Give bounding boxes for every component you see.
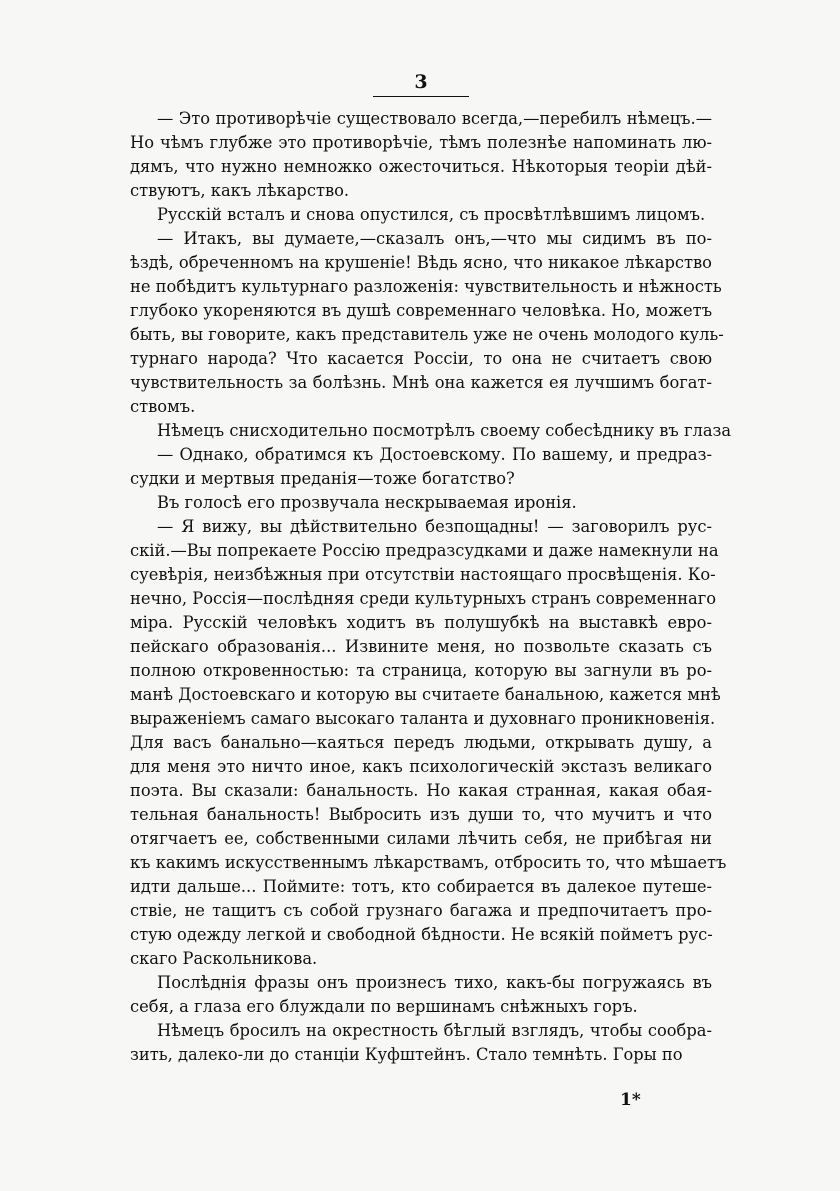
text-line: турнаго народа? Что касается Россіи, то она не считаетъ свою — [130, 349, 712, 368]
text-line: скаго Раскольникова. — [130, 949, 318, 968]
paragraph — [130, 107, 712, 203]
text-line: къ какимъ искусственнымъ лѣкарствамъ, отбросить то, что мѣшаетъ — [130, 853, 727, 872]
paragraph — [130, 227, 724, 419]
text-line: Для васъ банально—каяться передъ людьми, открывать душу, а — [130, 733, 712, 752]
text-line: судки и мертвыя преданія—тоже богатство? — [130, 469, 515, 488]
text-line: Нѣмецъ бросилъ на окрестность бѣглый взглядъ, чтобы сообра- — [157, 1021, 712, 1040]
text-line: выраженіемъ самаго высокаго таланта и духовнаго проникновенія. — [130, 709, 716, 728]
text-line: быть, вы говорите, какъ представитель уже не очень молодого куль- — [130, 325, 724, 344]
paragraph — [130, 491, 712, 515]
text-line: зить, далеко-ли до станціи Куфштейнъ. Стало темнѣть. Горы по — [130, 1045, 683, 1064]
paragraph — [130, 203, 712, 227]
page-number: 3 — [414, 71, 428, 93]
header-rule — [373, 96, 469, 97]
text-line: ствомъ. — [130, 397, 196, 416]
paragraph — [130, 515, 727, 971]
text-line: — Однако, обратимся къ Достоевскому. По вашему, и предраз- — [157, 445, 712, 464]
text-line: суевѣрія, неизбѣжныя при отсутствіи настоящаго просвѣщенія. Ко- — [130, 565, 716, 584]
text-line: идти дальше... Поймите: тотъ, кто собирается въ далекое путеше- — [130, 877, 712, 896]
text-line: полною откровенностью: та страница, которую вы загнули въ ро- — [130, 661, 712, 680]
text-line: Нѣмецъ снисходительно посмотрѣлъ своему собесѣднику въ глаза — [157, 421, 732, 440]
text-line: дямъ, что нужно немножко ожесточиться. Нѣкоторыя теоріи дѣй- — [130, 157, 712, 176]
text-line: скій.—Вы попрекаете Россію предразсудками и даже намекнули на — [130, 541, 719, 560]
book-page — [130, 70, 732, 1067]
text-line: для меня это ничто иное, какъ психологическій экстазъ великаго — [130, 757, 712, 776]
text-line: — Я вижу, вы дѣйствительно безпощадны! — заговорилъ рус- — [157, 517, 712, 536]
paragraph — [130, 419, 732, 443]
signature-mark: 1* — [620, 1090, 641, 1110]
paragraph — [130, 443, 712, 491]
text-line: глубоко укореняются въ душѣ современнаго человѣка. Но, можетъ — [130, 301, 713, 320]
text-line: пейскаго образованія... Извините меня, но позвольте сказать съ — [130, 637, 712, 656]
text-line: нечно, Россія—послѣдняя среди культурныхъ странъ современнаго — [130, 589, 717, 608]
text-line: себя, а глаза его блуждали по вершинамъ снѣжныхъ горъ. — [130, 997, 638, 1016]
text-line: не побѣдитъ культурнаго разложенія: чувствительность и нѣжность — [130, 277, 722, 296]
text-line: Русскій всталъ и снова опустился, съ просвѣтлѣвшимъ лицомъ. — [157, 205, 706, 224]
text-line: Послѣднія фразы онъ произнесъ тихо, какъ-бы погружаясь въ — [157, 973, 712, 992]
text-line: ствуютъ, какъ лѣкарство. — [130, 181, 350, 200]
text-line: ѣздѣ, обреченномъ на крушеніе! Вѣдь ясно, что никакое лѣкарство — [130, 253, 712, 272]
text-line: тельная банальность! Выбросить изъ души то, что мучитъ и что — [130, 805, 712, 824]
text-line: отягчаетъ ее, собственными силами лѣчить себя, не прибѣгая ни — [130, 829, 712, 848]
text-line: манѣ Достоевскаго и которую вы считаете банальною, кажется мнѣ — [130, 685, 721, 704]
text-line: чувствительность за болѣзнь. Мнѣ она кажется ея лучшимъ богат- — [130, 373, 712, 392]
body-text — [130, 107, 732, 1067]
paragraph — [130, 1019, 712, 1067]
text-line: ствіе, не тащитъ съ собой грузнаго багажа и предпочитаетъ про- — [130, 901, 712, 920]
text-line: стую одежду легкой и свободной бѣдности. Не всякій пойметъ рус- — [130, 925, 713, 944]
text-line: міра. Русскій человѣкъ ходитъ въ полушубкѣ на выставкѣ евро- — [130, 613, 712, 632]
text-line: Въ голосѣ его прозвучала нескрываемая иронія. — [157, 493, 577, 512]
text-line: — Итакъ, вы думаете,—сказалъ онъ,—что мы сидимъ въ по- — [157, 229, 712, 248]
text-line: Но чѣмъ глубже это противорѣчіе, тѣмъ полезнѣе напоминать лю- — [130, 133, 712, 152]
text-line: — Это противорѣчіе существовало всегда,—перебилъ нѣмецъ.— — [157, 109, 712, 128]
text-line: поэта. Вы сказали: банальность. Но какая странная, какая обая- — [130, 781, 712, 800]
paragraph — [130, 971, 712, 1019]
